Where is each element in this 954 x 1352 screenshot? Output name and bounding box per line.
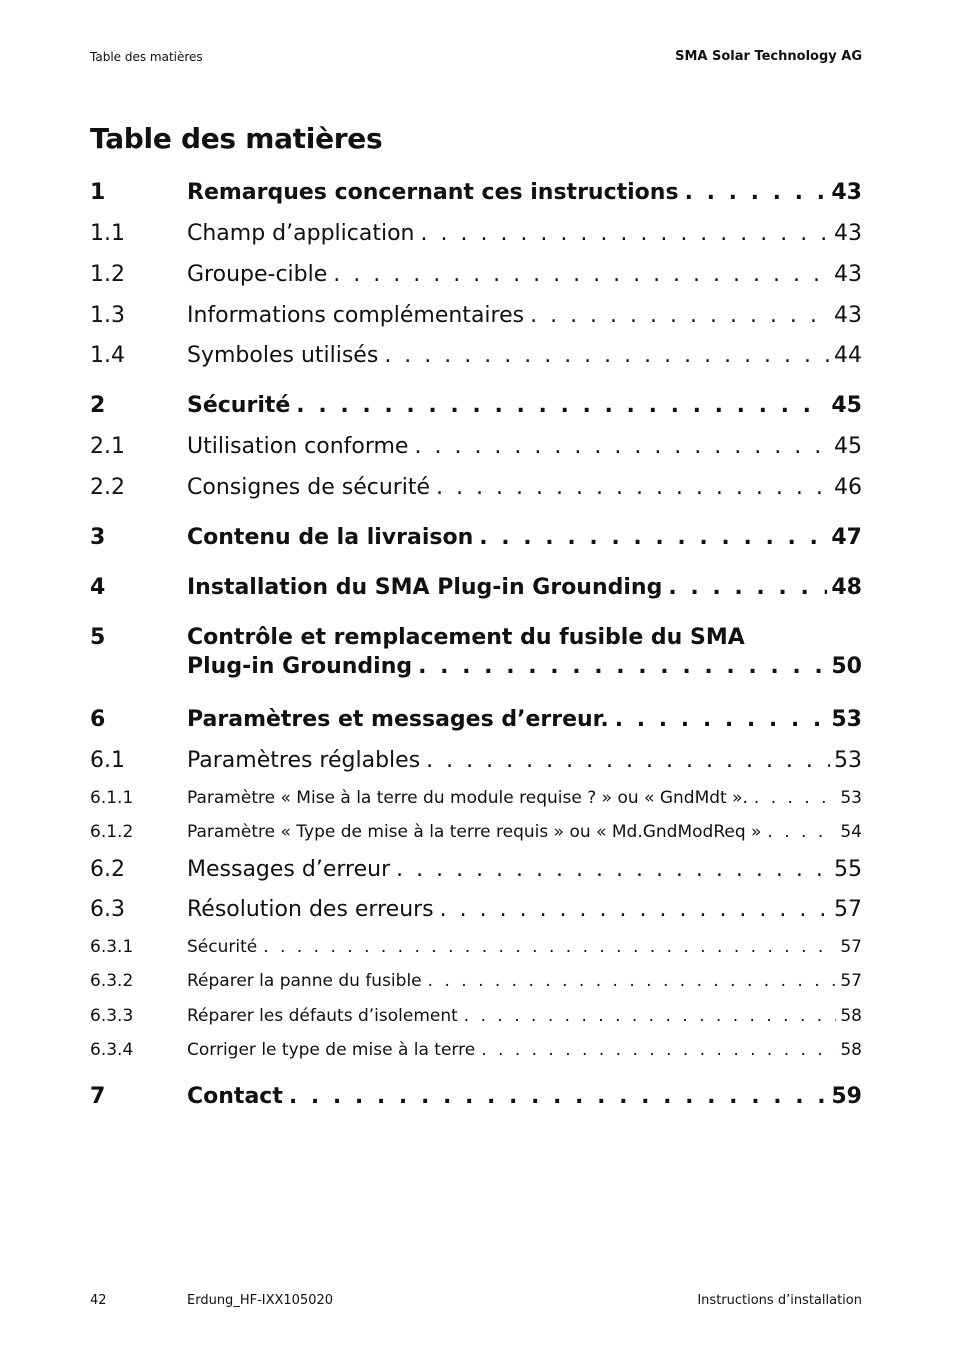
toc-page: 43 (834, 303, 862, 328)
toc-entry-1-2[interactable] (90, 262, 862, 287)
footer-document-type: Instructions d’installation (697, 1293, 862, 1308)
toc-entry-6-3[interactable] (90, 897, 862, 922)
toc-label-line2: Plug-in Grounding (187, 654, 413, 679)
toc-leader (767, 822, 836, 842)
toc-number: 6 (90, 707, 106, 732)
toc-page: 55 (834, 857, 862, 882)
toc-entry-1-1[interactable] (90, 221, 862, 246)
toc-label: Symboles utilisés (187, 343, 379, 368)
toc-page: 45 (831, 393, 862, 418)
toc-page: 53 (834, 748, 862, 773)
toc-label: Paramètre « Type de mise à la terre requis » ou « Md.GndModReq » (187, 822, 762, 842)
toc-label: Informations complémentaires (187, 303, 525, 328)
toc-label: Champ d’application (187, 221, 415, 246)
toc-entry-6-3-2[interactable] (90, 971, 862, 991)
toc-page: 46 (834, 475, 862, 500)
toc-leader (685, 180, 828, 205)
toc-label: Corriger le type de mise à la terre (187, 1040, 476, 1060)
toc-page: 58 (840, 1006, 862, 1026)
toc-entry-5[interactable] (90, 625, 862, 679)
toc-leader (426, 748, 830, 773)
toc-page: 57 (840, 971, 862, 991)
toc-leader (428, 971, 837, 991)
toc-entry-6-1-1[interactable] (90, 788, 862, 808)
toc-page: 57 (840, 937, 862, 957)
toc-leader (436, 475, 830, 500)
toc-entry-2-2[interactable] (90, 475, 862, 500)
running-header-right: SMA Solar Technology AG (675, 49, 862, 64)
toc-number: 2.1 (90, 434, 125, 459)
toc-entry-2-1[interactable] (90, 434, 862, 459)
toc-label: Consignes de sécurité (187, 475, 431, 500)
running-header-left: Table des matières (90, 50, 203, 64)
toc-label: Utilisation conforme (187, 434, 409, 459)
page-title: Table des matières (90, 122, 383, 155)
toc-page: 44 (834, 343, 862, 368)
toc-number: 6.1.1 (90, 788, 134, 808)
toc-number: 4 (90, 575, 106, 600)
toc-entry-1-3[interactable] (90, 303, 862, 328)
toc-leader (479, 525, 827, 550)
toc-leader (464, 1006, 837, 1026)
toc-number: 1.1 (90, 221, 125, 246)
toc-entry-4[interactable] (90, 575, 862, 600)
toc-number: 6.1.2 (90, 822, 134, 842)
toc-number: 1 (90, 180, 106, 205)
toc-number: 2.2 (90, 475, 125, 500)
toc-label: Groupe-cible (187, 262, 328, 287)
toc-label: Paramètres réglables (187, 748, 421, 773)
toc-label: Sécurité (187, 937, 258, 957)
toc-entry-6[interactable] (90, 707, 862, 732)
toc-page: 45 (834, 434, 862, 459)
toc-leader (296, 393, 827, 418)
toc-number: 5 (90, 625, 106, 650)
toc-label: Paramètres et messages d’erreur. (187, 707, 609, 732)
toc-page: 47 (831, 525, 862, 550)
toc-label-line1: Contrôle et remplacement du fusible du SMA (187, 625, 745, 650)
toc-number: 1.3 (90, 303, 125, 328)
toc-entry-6-2[interactable] (90, 857, 862, 882)
toc-page: 57 (834, 897, 862, 922)
footer-document-id: Erdung_HF-IXX105020 (187, 1293, 334, 1308)
toc-entry-1-4[interactable] (90, 343, 862, 368)
toc-entry-6-3-1[interactable] (90, 937, 862, 957)
toc-entry-7[interactable] (90, 1084, 862, 1109)
toc-page: 54 (840, 822, 862, 842)
toc-page: 59 (831, 1084, 862, 1109)
toc-label: Sécurité (187, 393, 291, 418)
toc-entry-2[interactable] (90, 393, 862, 418)
toc-entry-6-1[interactable] (90, 748, 862, 773)
toc-page: 43 (831, 180, 862, 205)
toc-entry-1[interactable] (90, 180, 862, 205)
toc-page: 43 (834, 221, 862, 246)
toc-leader (263, 937, 836, 957)
toc-page: 53 (840, 788, 862, 808)
toc-number: 6.3.3 (90, 1006, 134, 1026)
toc-number: 3 (90, 525, 106, 550)
toc-page: 48 (831, 575, 862, 600)
toc-page: 50 (831, 654, 862, 679)
toc-leader (396, 857, 830, 882)
toc-leader (481, 1040, 836, 1060)
toc-leader (530, 303, 830, 328)
toc-number: 6.3.2 (90, 971, 134, 991)
toc-number: 6.1 (90, 748, 125, 773)
toc-entry-6-1-2[interactable] (90, 822, 862, 842)
toc-number: 1.2 (90, 262, 125, 287)
toc-page: 53 (831, 707, 862, 732)
toc-number: 7 (90, 1084, 106, 1109)
toc-number: 6.3.4 (90, 1040, 134, 1060)
toc-entry-6-3-3[interactable] (90, 1006, 862, 1026)
toc-leader (421, 221, 831, 246)
toc-leader (418, 654, 827, 679)
toc-page: 58 (840, 1040, 862, 1060)
toc-leader (384, 343, 830, 368)
toc-label: Contact (187, 1084, 283, 1109)
toc-entry-3[interactable] (90, 525, 862, 550)
toc-page: 43 (834, 262, 862, 287)
toc-number: 6.3.1 (90, 937, 134, 957)
toc-leader (333, 262, 830, 287)
toc-label: Paramètre « Mise à la terre du module requise ? » ou « GndMdt ». (187, 788, 748, 808)
toc-leader (440, 897, 830, 922)
toc-number: 6.3 (90, 897, 125, 922)
toc-number: 6.2 (90, 857, 125, 882)
toc-number: 1.4 (90, 343, 125, 368)
toc-label: Installation du SMA Plug-in Grounding (187, 575, 663, 600)
toc-label: Réparer les défauts d’isolement (187, 1006, 458, 1026)
footer-page-number: 42 (90, 1293, 107, 1308)
toc-leader (615, 707, 828, 732)
toc-label: Remarques concernant ces instructions (187, 180, 679, 205)
toc-leader (754, 788, 836, 808)
toc-label: Résolution des erreurs (187, 897, 434, 922)
toc-number: 2 (90, 393, 106, 418)
toc-entry-6-3-4[interactable] (90, 1040, 862, 1060)
toc-label: Contenu de la livraison (187, 525, 474, 550)
toc-leader (414, 434, 830, 459)
toc-label: Messages d’erreur (187, 857, 391, 882)
toc-leader (289, 1084, 828, 1109)
toc-leader (668, 575, 827, 600)
toc-label: Réparer la panne du fusible (187, 971, 422, 991)
